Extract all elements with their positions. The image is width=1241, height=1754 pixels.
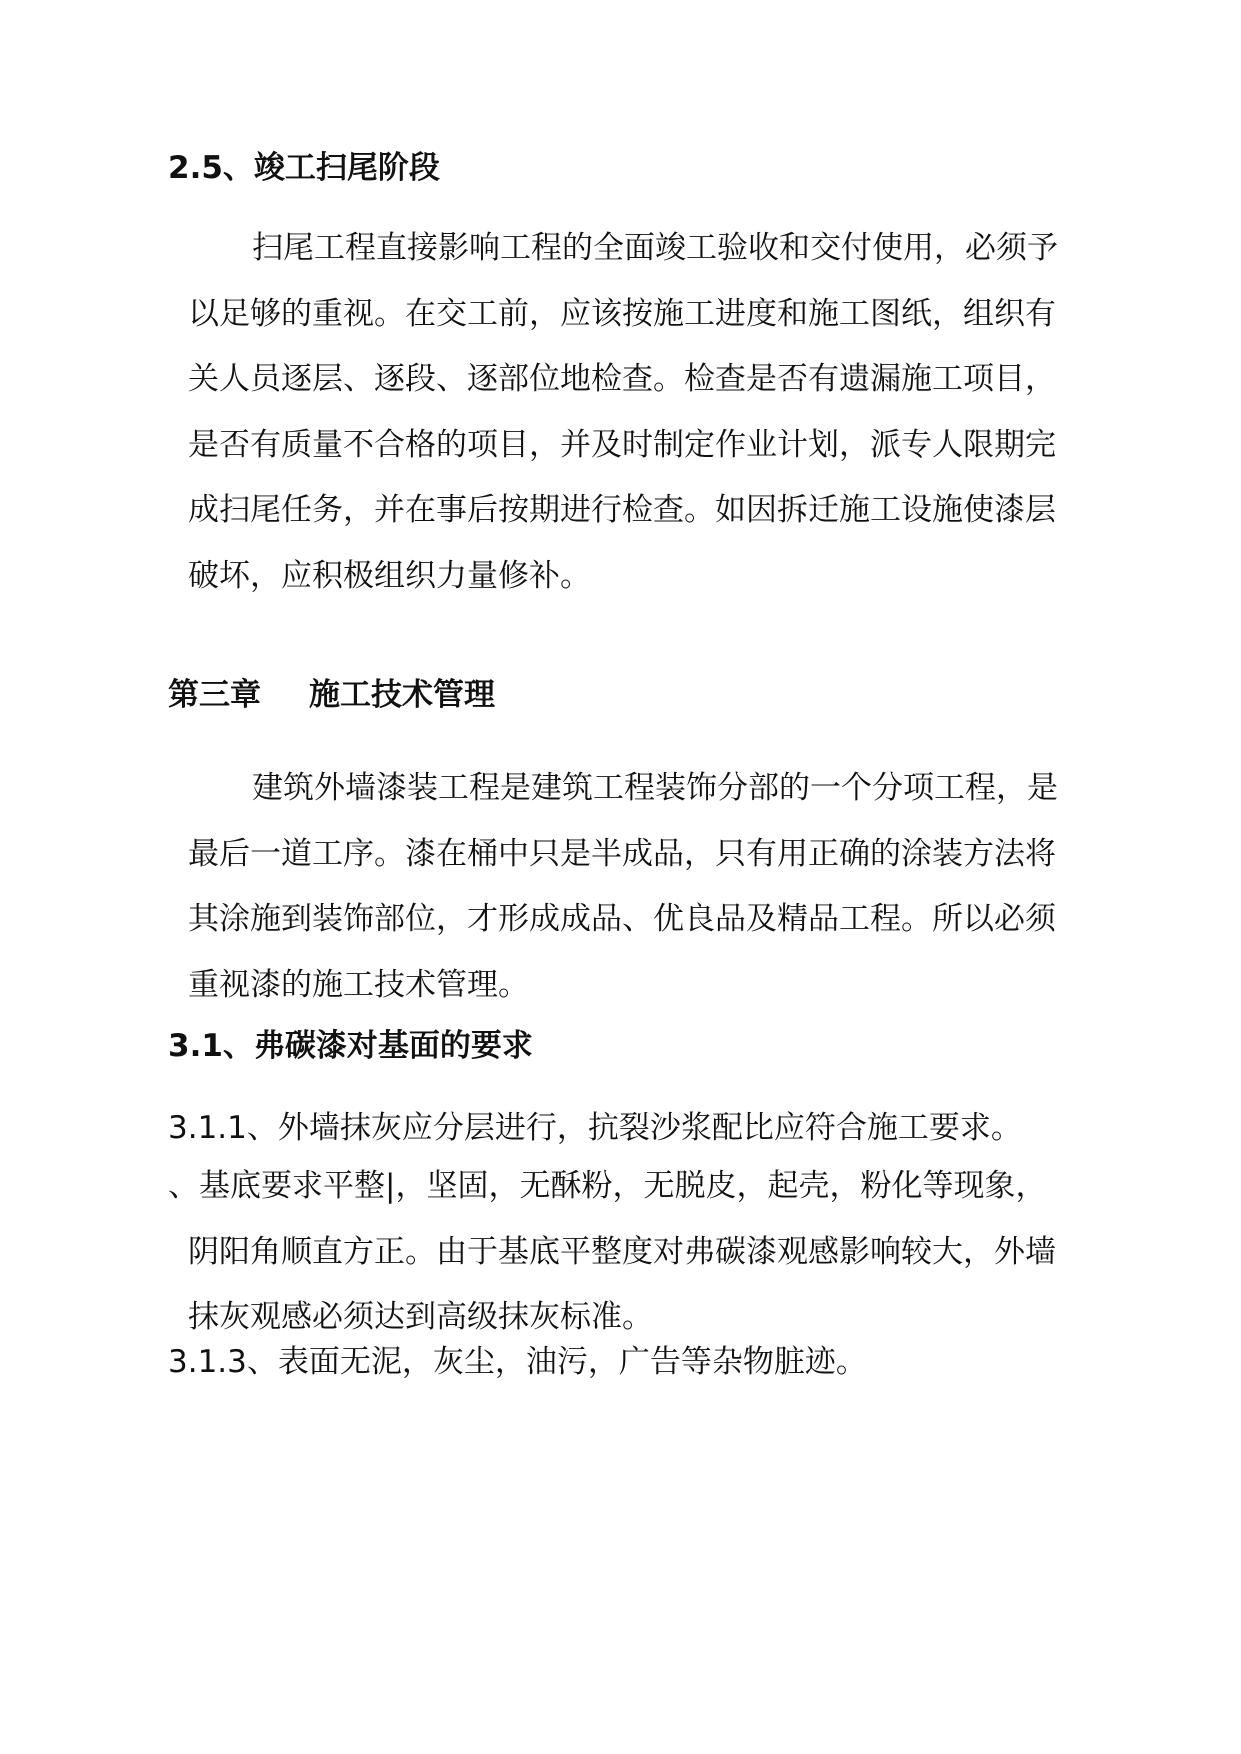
text-line: 以足够的重视。在交工前，应该按施工进度和施工图纸，组织有 — [188, 295, 1056, 332]
text-line: 扫尾工程直接影响工程的全面竣工验收和交付使用，必须予 — [252, 230, 1058, 266]
list-item-3-1-3: 3.1.3、表面无泥，灰尘，油污，广告等杂物脏迹。 — [168, 1344, 867, 1380]
text-line: 重视漆的施工技术管理。 — [188, 966, 529, 1003]
text-line: 建筑外墙漆装工程是建筑工程装饰分部的一个分项工程，是 — [252, 770, 1058, 806]
text-line: 、基底要求平整|，坚固，无酥粉，无脱皮，起壳，粉化等现象， — [168, 1168, 1047, 1204]
text-line: 关人员逐层、逐段、逐部位地检查。检查是否有遗漏施工项目， — [188, 361, 1056, 397]
chapter-number: 第三章 — [168, 677, 261, 713]
text-line: 成扫尾任务，并在事后按期进行检查。如因拆迁施工设施使漆层 — [188, 492, 1056, 528]
list-item-3-1-2 — [168, 1154, 1128, 1351]
text-line: 阴阳角顺直方正。由于基底平整度对弗碳漆观感影响较大，外墙 — [188, 1233, 1056, 1270]
paragraph-final-cleanup — [188, 216, 1128, 609]
text-line: 破坏，应积极组织力量修补。 — [188, 557, 591, 594]
chapter-title: 施工技术管理 — [309, 677, 495, 713]
chapter-heading-3 — [168, 675, 495, 715]
section-heading-2-5: 2.5、竣工扫尾阶段 — [168, 150, 440, 186]
text-line: 是否有质量不合格的项目，并及时制定作业计划，派专人限期完 — [188, 426, 1056, 463]
text-line: 其涂施到装饰部位，才形成成品、优良品及精品工程。所以必须 — [188, 901, 1056, 937]
section-heading-3-1: 3.1、弗碳漆对基面的要求 — [168, 1028, 533, 1064]
paragraph-technical-management — [188, 756, 1128, 1018]
list-item-3-1-1: 3.1.1、外墙抹灰应分层进行，抗裂沙浆配比应符合施工要求。 — [168, 1110, 1022, 1146]
text-line: 抹灰观感必须达到高级抹灰标准。 — [188, 1299, 653, 1335]
text-line: 最后一道工序。漆在桶中只是半成品，只有用正确的涂装方法将 — [188, 835, 1056, 872]
